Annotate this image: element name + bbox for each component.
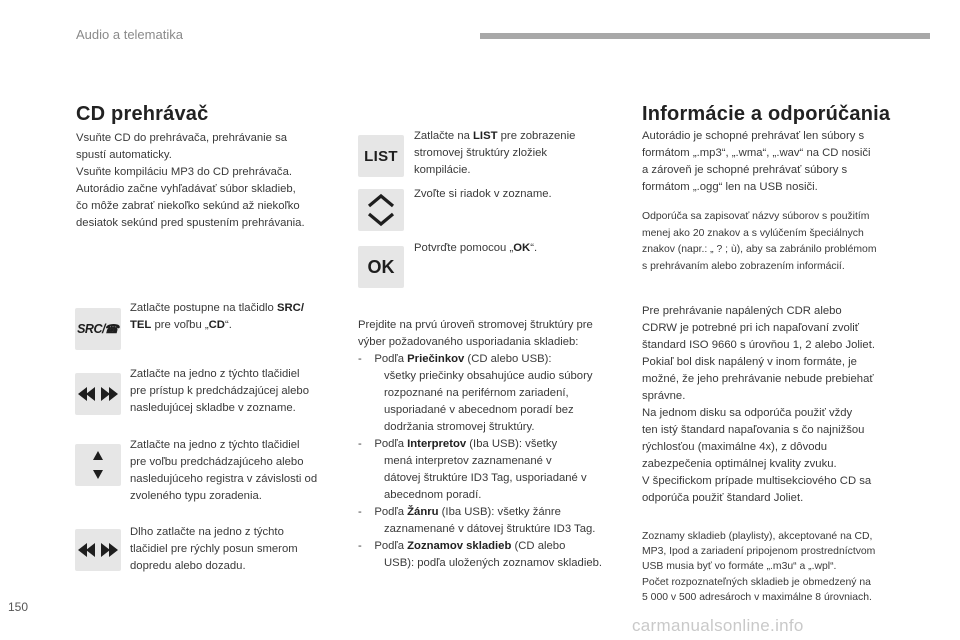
ok-instruction (414, 240, 614, 257)
section-title-info: Informácie a odporúčania (642, 103, 891, 125)
up-down-arrows-icon (92, 449, 104, 481)
text-line: výber požadovaného usporiadania skladieb: (358, 336, 579, 348)
text-fragment: - Podľa (358, 353, 408, 365)
text-line: Zoznamy skladieb (playlisty), akceptované na CD, (642, 531, 873, 542)
chevron-up-down-icon (366, 193, 396, 227)
text-fragment: Potvrďte pomocou „ (414, 242, 514, 254)
text-line: Prejdite na prvú úroveň stromovej štruktúry pre (358, 319, 593, 331)
text-line: nasledujúcej skladbe v zozname. (130, 402, 296, 414)
text-line: stromovej štruktúry zložiek (414, 147, 548, 159)
list-item-artists (358, 436, 628, 453)
info-paragraph-cdr (642, 303, 932, 507)
text-fragment: Zatlačte postupne na tlačidlo (130, 302, 277, 314)
prev-next-icon (78, 386, 118, 402)
cd-intro-paragraph (76, 130, 346, 232)
text-line: menej ako 20 znakov a s vylúčením špeciálnych (642, 227, 864, 239)
list-item-genre (358, 504, 628, 521)
text-fragment: pre voľbu „ (151, 319, 209, 331)
ok-keyword: OK (513, 242, 531, 254)
genre-keyword: Žánru (407, 506, 439, 518)
text-line: Zatlačte na jedno z týchto tlačidiel (130, 439, 300, 451)
up-down-folder-buttons[interactable] (75, 444, 121, 486)
text-line: zabezpečenia optimálnej kvality zvuku. (642, 458, 837, 470)
text-fragment: “. (224, 319, 232, 331)
info-paragraph-filenames (642, 209, 932, 275)
prev-next-instruction (130, 366, 360, 417)
text-line: dopredu alebo dozadu. (130, 560, 246, 572)
text-line: V špecifickom prípade multisekciového CD sa (642, 475, 872, 487)
text-line: znakov (napr.: „ ? ; ù), aby sa zabránilo problémom (642, 244, 877, 255)
text-line: CDRW je potrebné pri ich napaľovaní zvoliť (642, 322, 860, 334)
cd-keyword: CD (208, 319, 225, 331)
text-line: Počet rozpoznateľných skladieb je obmedzený na (642, 576, 871, 588)
list-item-playlists (358, 538, 628, 555)
text-line: kompilácie. (414, 164, 471, 176)
text-fragment: (CD alebo (511, 540, 566, 552)
text-line: USB musia byť vo formáte „.m3u“ a „.wpl“. (642, 561, 837, 573)
text-line: spustí automaticky. (76, 149, 172, 161)
text-line: abecednom poradí. (384, 489, 482, 501)
text-line: zaznamenané v dátovej štruktúre ID3 Tag. (384, 523, 596, 535)
text-line: Pokiaľ bol disk napálený v inom formáte, je (642, 356, 857, 368)
text-line: Dlho zatlačte na jedno z týchto (130, 526, 284, 538)
up-down-instruction (130, 437, 360, 505)
text-line: štandard ISO 9660 s úrovňou 1, 2 alebo Joliet. (642, 339, 875, 351)
text-line: tlačidiel pre rýchly posun smerom (130, 543, 298, 555)
prev-next-track-buttons[interactable] (75, 373, 121, 415)
choose-row-instruction (414, 186, 614, 203)
page-header-title: Audio a telematika (76, 27, 183, 42)
text-line: a zároveň je schopné prehrávať súbory s (642, 164, 848, 176)
text-line: rýchlosťou (maximálne 4x), z dôvodu (642, 441, 828, 453)
text-fragment: (Iba USB): všetky žánre (438, 506, 561, 518)
text-line: 5 000 v 500 adresároch v maximálne 8 úrovniach. (642, 591, 872, 603)
text-line: pre prístup k predchádzajúcej alebo (130, 385, 309, 397)
fast-forward-rewind-buttons[interactable] (75, 529, 121, 571)
src-tel-label: SRC/ (77, 322, 105, 336)
info-paragraph-formats (642, 128, 932, 196)
list-instruction (414, 128, 614, 179)
watermark: carmanualsonline.info (632, 616, 804, 635)
text-line: Zatlačte na jedno z týchto tlačidiel (130, 368, 300, 380)
text-fragment: - Podľa (358, 438, 408, 450)
text-line: dátovej štruktúre ID3 Tag, usporiadané v (384, 472, 587, 484)
phone-icon: ☎ (103, 322, 119, 336)
text-line: Vsuňte CD do prehrávača, prehrávanie sa (76, 132, 287, 144)
text-line: Zvoľte si riadok v zozname. (414, 188, 552, 200)
select-row-buttons[interactable] (358, 189, 404, 231)
long-press-instruction (130, 524, 360, 575)
text-line: odporúča použiť štandard Joliet. (642, 492, 804, 504)
folders-keyword: Priečinkov (407, 353, 465, 365)
text-fragment: - Podľa (358, 506, 408, 518)
text-line: Autorádio začne vyhľadávať súbor skladieb, (76, 183, 296, 195)
info-paragraph-playlists (642, 529, 942, 605)
text-line: Autorádio je schopné prehrávať len súbory s (642, 130, 865, 142)
src-tel-button[interactable] (75, 308, 121, 350)
text-fragment: pre zobrazenie (497, 130, 576, 142)
src-keyword: SRC/ (276, 302, 304, 314)
playlists-keyword: Zoznamov skladieb (407, 540, 512, 552)
list-item-folders (358, 351, 628, 368)
text-line: Odporúča sa zapisovať názvy súborov s použitím (642, 211, 870, 222)
section-title-cd-player: CD prehrávač (76, 103, 209, 125)
text-line: mená interpretov zaznamenané v (384, 455, 552, 467)
tel-keyword: TEL (130, 319, 152, 331)
text-line: čo môže zabrať niekoľko sekúnd až niekoľko (76, 200, 300, 212)
text-line: rozpoznané na periférnom zariadení, (384, 387, 569, 399)
text-line: správne. (642, 390, 686, 402)
text-line: nasledujúceho registra v závislosti od (130, 473, 318, 485)
text-fragment: (CD alebo USB): (464, 353, 552, 365)
fast-forward-rewind-icon (78, 542, 118, 558)
text-line: formátom „.mp3“, „.wma“, „.wav“ na CD nosiči (642, 147, 871, 159)
tree-structure-paragraph (358, 317, 628, 572)
header-divider-bar (480, 33, 930, 39)
text-line: formátom „.ogg“ len na USB nosiči. (642, 181, 818, 193)
text-fragment: - Podľa (358, 540, 408, 552)
text-line: možné, že jeho prehrávanie nebude prebiehať (642, 373, 874, 385)
text-line: Pre prehrávanie napálených CDR alebo (642, 305, 842, 317)
text-line: Vsuňte kompiláciu MP3 do CD prehrávača. (76, 166, 292, 178)
ok-button-label: OK (367, 256, 395, 277)
text-line: Na jednom disku sa odporúča použiť vždy (642, 407, 853, 419)
list-button[interactable] (358, 135, 404, 177)
text-line: ten istý štandard napaľovania s čo najnižšou (642, 424, 865, 436)
text-line: zvoleného typu zoradenia. (130, 490, 262, 502)
list-button-label: LIST (364, 147, 398, 165)
list-keyword: LIST (473, 130, 498, 142)
text-line: s prehrávaním alebo zobrazením informácií. (642, 260, 845, 272)
ok-button[interactable] (358, 246, 404, 288)
text-line: MP3, Ipod a zariadení pripojenom prostredníctvom (642, 546, 876, 558)
text-line: všetky priečinky obsahujúce audio súbory (384, 370, 593, 382)
text-fragment: (Iba USB): všetky (466, 438, 558, 450)
text-line: usporiadané v abecednom poradí bez (384, 404, 574, 416)
text-fragment: “. (530, 242, 538, 254)
text-line: desiatok sekúnd pred spustením prehrávania. (76, 217, 305, 229)
text-fragment: Zatlačte na (414, 130, 474, 142)
page-number: 150 (8, 600, 29, 614)
src-instruction (130, 300, 360, 334)
text-line: dodržania stromovej štruktúry. (384, 421, 535, 433)
text-line: pre voľbu predchádzajúceho alebo (130, 456, 304, 468)
artists-keyword: Interpretov (407, 438, 467, 450)
text-line: USB): podľa uložených zoznamov skladieb. (384, 557, 603, 569)
